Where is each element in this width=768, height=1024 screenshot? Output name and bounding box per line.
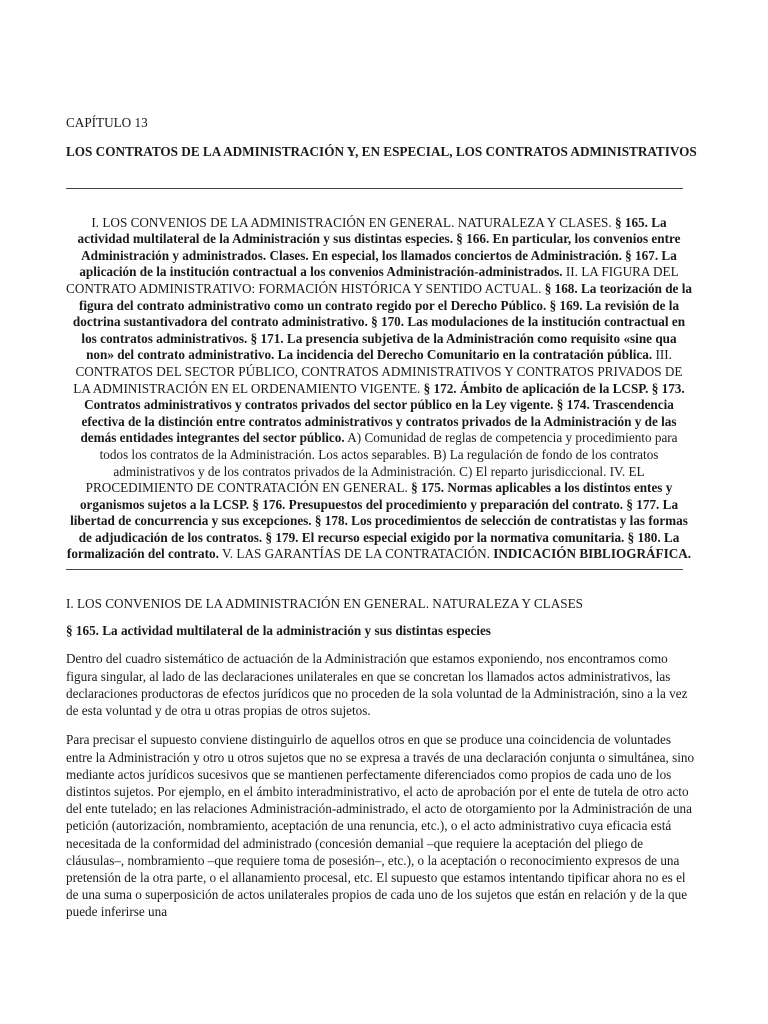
summary-part: A) Comunidad de reglas de competencia y procedimiento para todos los contratos de la Administración. Los actos separables. B) La regulación de fondo de los contratos administrativos y de los contratos privados de la Administración. C) El reparto jurisdiccional. IV. EL PROCEDIMIENTO DE CONTRATACIÓN EN GENERAL.	[85, 430, 678, 496]
chapter-title: LOS CONTRATOS DE LA ADMINISTRACIÓN Y, EN ESPECIAL, LOS CONTRATOS ADMINISTRATIVOS	[66, 144, 697, 160]
section-heading: I. LOS CONVENIOS DE LA ADMINISTRACIÓN EN GENERAL. NATURALEZA Y CLASES	[66, 596, 583, 612]
summary-part: INDICACIÓN BIBLIOGRÁFICA.	[493, 546, 692, 562]
chapter-label: CAPÍTULO 13	[66, 115, 148, 130]
bottom-divider	[66, 569, 683, 570]
summary-part: V. LAS GARANTÍAS DE LA CONTRATACIÓN.	[218, 546, 494, 562]
summary-part: § 172. Ámbito de aplicación de la LCSP. § 173. Contratos administrativos y contratos privados del sector público en la Ley vigente. § 174. Trascendencia efectiva de la distinción entre contratos administrativos y contratos privados de la Administración y de las demás entidades integrantes del sector público.	[80, 380, 685, 446]
subsection-heading: § 165. La actividad multilateral de la administración y sus distintas especies	[66, 623, 491, 639]
body-paragraph: Dentro del cuadro sistemático de actuación de la Administración que estamos exponiendo, nos encontramos como figura singular, al lado de las declaraciones unilaterales en que se concretan los llamados actos administrativos, las declaraciones productoras de efectos jurídicos que no proceden de la sola voluntad de la Administración, sino a la vez de esta voluntad y de otra u otras propias de otros sujetos.	[66, 651, 688, 719]
summary-part: II. LA FIGURA DEL CONTRATO ADMINISTRATIVO: FORMACIÓN HISTÓRICA Y SENTIDO ACTUAL.	[66, 264, 679, 296]
document-page	[66, 114, 698, 933]
summary-part: III. CONTRATOS DEL SECTOR PÚBLICO, CONTRATOS ADMINISTRATIVOS Y CONTRATOS PRIVADOS DE LA ADMINISTRACIÓN EN EL ORDENAMIENTO VIGENTE.	[73, 347, 683, 396]
summary-part: I. LOS CONVENIOS DE LA ADMINISTRACIÓN EN GENERAL. NATURALEZA Y CLASES.	[91, 214, 615, 230]
summary-part: § 165. La actividad multilateral de la Administración y sus distintas especies. § 166. En particular, los convenios entre Administración y administrados. Clases. En especial, los llamados conciertos de Administración. § 167. La aplicación de la institución contractual a los convenios Administración-administrados.	[77, 214, 681, 280]
body-paragraph: Para precisar el supuesto conviene distinguirlo de aquellos otros en que se produce una coincidencia de voluntades entre la Administración y otro u otros sujetos que no se expresa a través de una declaración conjunta o simultánea, sino mediante actos jurídicos sucesivos que se mantienen perfectamente diferenciados como propios de cada uno de los distintos sujetos. Por ejemplo, en el ámbito interadministrativo, el acto de aprobación por el ente de tutela de otro acto del ente tutelado; en las relaciones Administración-administrado, el acto de otorgamiento por la Administración de una petición (autorización, nombramiento, aceptación de una renuncia, etc.), o el acto administrativo cuya eficacia está necesitada de la conformidad del administrado (concesión demanial –que requiere la aceptación del pliego de cláusulas–, nombramiento –que requiere toma de posesión–, etc.), o la aceptación o reconocimiento expresos de una pretensión de la otra parte, o el allanamiento procesal, etc. El supuesto que estamos intentando tipificar ahora no es el de una suma o superposición de actos unilaterales propios de cada uno de los sujetos que están en relación y de la que puede inferirse una	[66, 732, 695, 920]
chapter-summary	[66, 215, 692, 563]
top-divider	[66, 188, 683, 189]
summary-part: § 168. La teorización de la figura del contrato administrativo como un contrato regido por el Derecho Público. § 169. La revisión de la doctrina sustantivadora del contrato administrativo. § 170. Las modulaciones de la institución contractual en los contratos administrativos. § 171. La presencia subjetiva de la Administración como requisito «sine qua non» del contrato administrativo. La incidencia del Derecho Comunitario en la contratación pública.	[72, 280, 692, 363]
summary-part: § 175. Normas aplicables a los distintos entes y organismos sujetos a la LCSP. § 176. Presupuestos del procedimiento y preparación del contrato. § 177. La libertad de concurrencia y sus excepciones. § 178. Los procedimientos de selección de contratistas y las formas de adjudicación de los contratos. § 179. El recurso especial exigido por la normativa comunitaria. § 180. La formalización del contrato.	[66, 480, 688, 562]
